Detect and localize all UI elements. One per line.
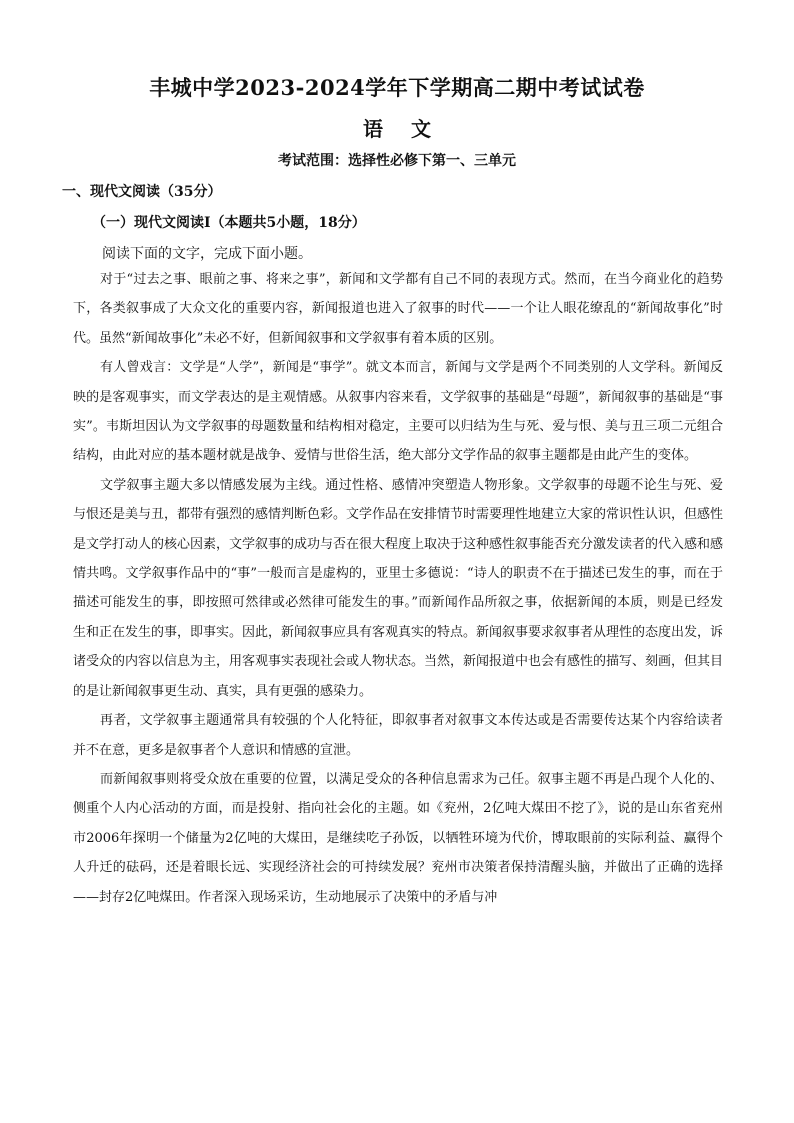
passage-paragraph: 对于“过去之事、眼前之事、将来之事”，新闻和文学都有自己不同的表现方式。然而，在当今商业化的趋势下，各类叙事成了大众文化的重要内容，新闻报道也进入了叙事的时代——一个让人眼花缭乱的“新闻故事化”时代。虽然“新闻故事化”未必不好，但新闻叙事和文学叙事有着本质的区别。 — [73, 272, 723, 346]
passage-paragraph: 有人曾戏言：文学是“人学”，新闻是“事学”。就文本而言，新闻与文学是两个不同类别的人文学科。新闻反映的是客观事实，而文学表达的是主观情感。从叙事内容来看，文学叙事的基础是“母题”，新闻叙事的基础是“事实”。韦斯坦因认为文学叙事的母题数量和结构相对稳定，主要可以归结为生与死、爱与恨、美与丑三项二元组合结构，由此对应的基本题材就是战争、爱情与世俗生活，绝大部分文学作品的叙事主题都是由此产生的变体。 — [73, 360, 723, 464]
reading-instruction: 阅读下面的文字，完成下面小题。 — [102, 246, 312, 262]
passage-paragraph: 而新闻叙事则将受众放在重要的位置，以满足受众的各种信息需求为己任。叙事主题不再是凸现个人化的、侧重个人内心活动的方面，而是投射、指向社会化的主题。如《兖州，2亿吨大煤田不挖了》，说的是山东省兖州市2006年探明一个储量为2亿吨的大煤田，是继续吃子孙饭，以牺牲环境为代价，博取眼前的实际利益、赢得个人升迁的砝码，还是着眼长远、实现经济社会的可持续发展？兖州市决策者保持清醒头脑，并做出了正确的选择——封存2亿吨煤田。作者深入现场采访，生动地展示了决策中的矛盾与冲 — [73, 771, 723, 905]
reading-passage — [73, 265, 723, 912]
subsection-heading: （一）现代文阅读Ⅰ（本题共5小题，18分） — [92, 215, 366, 231]
exam-scope: 考试范围：选择性必修下第一、三单元 — [278, 153, 516, 169]
section-heading: 一、现代文阅读（35分） — [62, 184, 222, 200]
exam-title: 丰城中学2023-2024学年下学期高二期中考试试卷 — [149, 75, 645, 100]
passage-paragraph: 再者，文学叙事主题通常具有较强的个人化特征，即叙事者对叙事文本传达或是否需要传达某个内容给读者并不在意，更多是叙事者个人意识和情感的宣泄。 — [73, 713, 723, 758]
subject-title: 语文 — [363, 117, 459, 141]
passage-paragraph: 文学叙事主题大多以情感发展为主线。通过性格、感情冲突塑造人物形象。文学叙事的母题不论生与死、爱与恨还是美与丑，都带有强烈的感情判断色彩。文学作品在安排情节时需要理性地建立大家的常识性认识，但感性是文学打动人的核心因素，文学叙事的成功与否在很大程度上取决于这种感性叙事能否充分激发读者的代入感和感情共鸣。文学叙事作品中的“事”一般而言是虚构的，亚里士多德说：“诗人的职责不在于描述已发生的事，而在于描述可能发生的事，即按照可然律或必然律可能发生的事。”而新闻作品所叙之事，依据新闻的本质，则是已经发生和正在发生的事，即事实。因此，新闻叙事应具有客观真实的特点。新闻叙事要求叙事者从理性的态度出发，诉诸受众的内容以信息为主，用客观事实表现社会或人物状态。当然，新闻报道中也会有感性的描写、刻画，但其目的是让新闻叙事更生动、真实，具有更强的感染力。 — [73, 477, 724, 699]
